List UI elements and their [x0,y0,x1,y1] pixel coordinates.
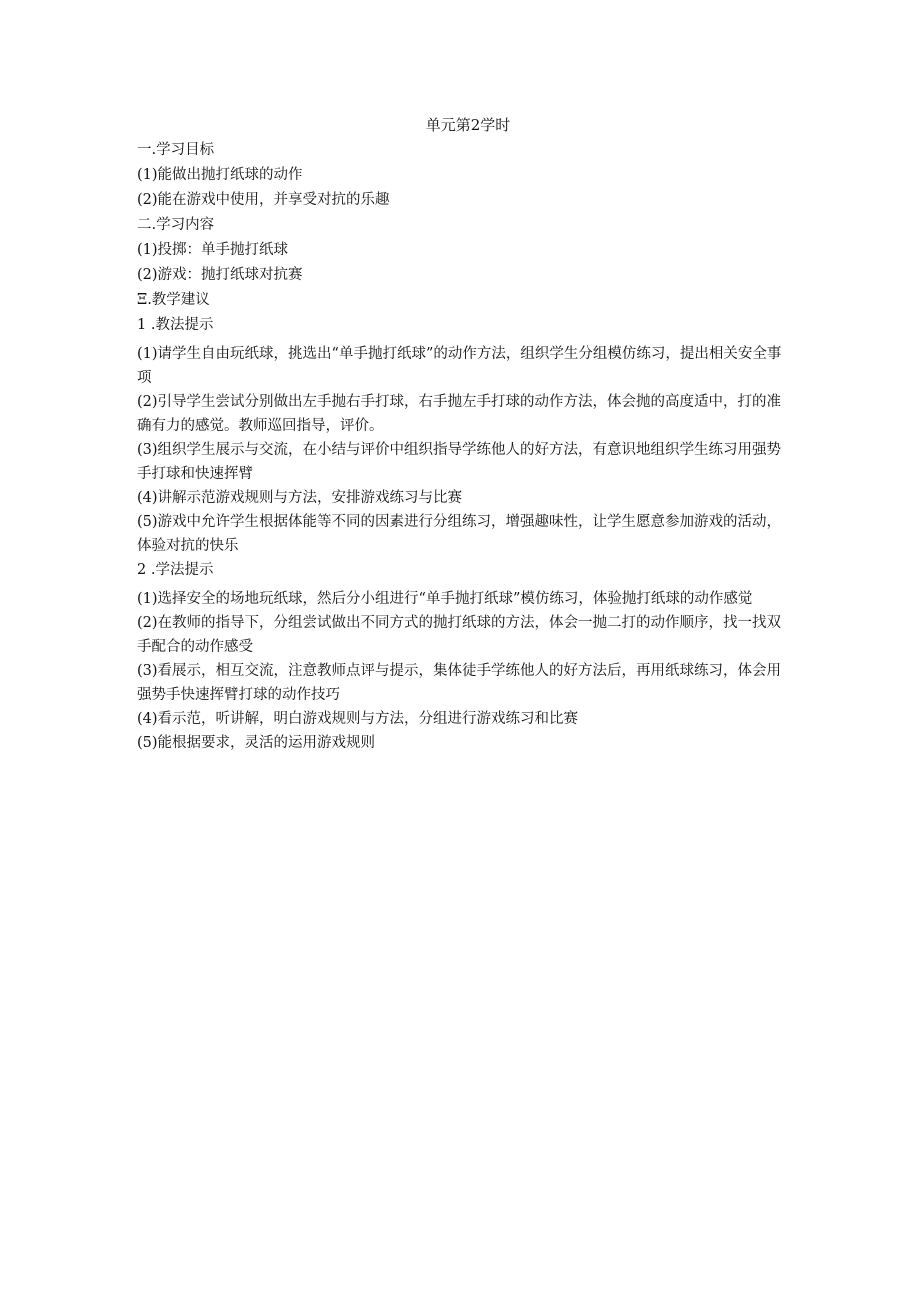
teaching-item: (4)讲解示范游戏规则与方法，安排游戏练习与比赛 [137,490,463,506]
goals-heading: 一.学习目标 [137,142,215,158]
learning-item: (2)在教师的指导下，分组尝试做出不同方式的抛打纸球的方法，体会一抛二打的动作顺序，找一找双手配合的动作感受 [137,615,782,655]
advice-heading: Ξ.教学建议 [137,292,210,308]
goal-item: (2)能在游戏中使用，并享受对抗的乐趣 [137,192,390,208]
teaching-item: (2)引导学生尝试分别做出左手抛右手打球，右手抛左手打球的动作方法，体会抛的高度适中，打的准确有力的感觉。教师巡回指导，评价。 [137,394,782,434]
page-title: 单元第2学时 [425,116,511,134]
teaching-item: (1)请学生自由玩纸球，挑选出“单手抛打纸球”的动作方法，组织学生分组模仿练习，提出相关安全事项 [137,346,782,386]
learning-heading: 2 .学法提示 [137,562,214,578]
learning-item: (1)选择安全的场地玩纸球，然后分小组进行“单手抛打纸球”模仿练习，体验抛打纸球的动作感觉 [137,591,753,607]
goal-item: (1)能做出抛打纸球的动作 [137,167,303,183]
teaching-item: (5)游戏中允许学生根据体能等不同的因素进行分组练习，增强趣味性，让学生愿意参加游戏的活动，体验对抗的快乐 [137,514,782,554]
content-item: (1)投掷：单手抛打纸球 [137,242,289,258]
learning-item: (4)看示范，听讲解，明白游戏规则与方法，分组进行游戏练习和比赛 [137,711,579,727]
document-body [137,112,787,755]
teaching-item: (3)组织学生展示与交流，在小结与评价中组织指导学练他人的好方法，有意识地组织学生练习用强势手打球和快速挥臂 [137,442,782,482]
teaching-heading: 1 .教法提示 [137,317,214,333]
learning-item: (5)能根据要求，灵活的运用游戏规则 [137,735,376,751]
content-item: (2)游戏：抛打纸球对抗赛 [137,267,303,283]
learning-item: (3)看展示，相互交流，注意教师点评与提示，集体徒手学练他人的好方法后，再用纸球练习，体会用强势手快速挥臂打球的动作技巧 [137,663,782,703]
content-heading: 二.学习内容 [137,217,215,233]
